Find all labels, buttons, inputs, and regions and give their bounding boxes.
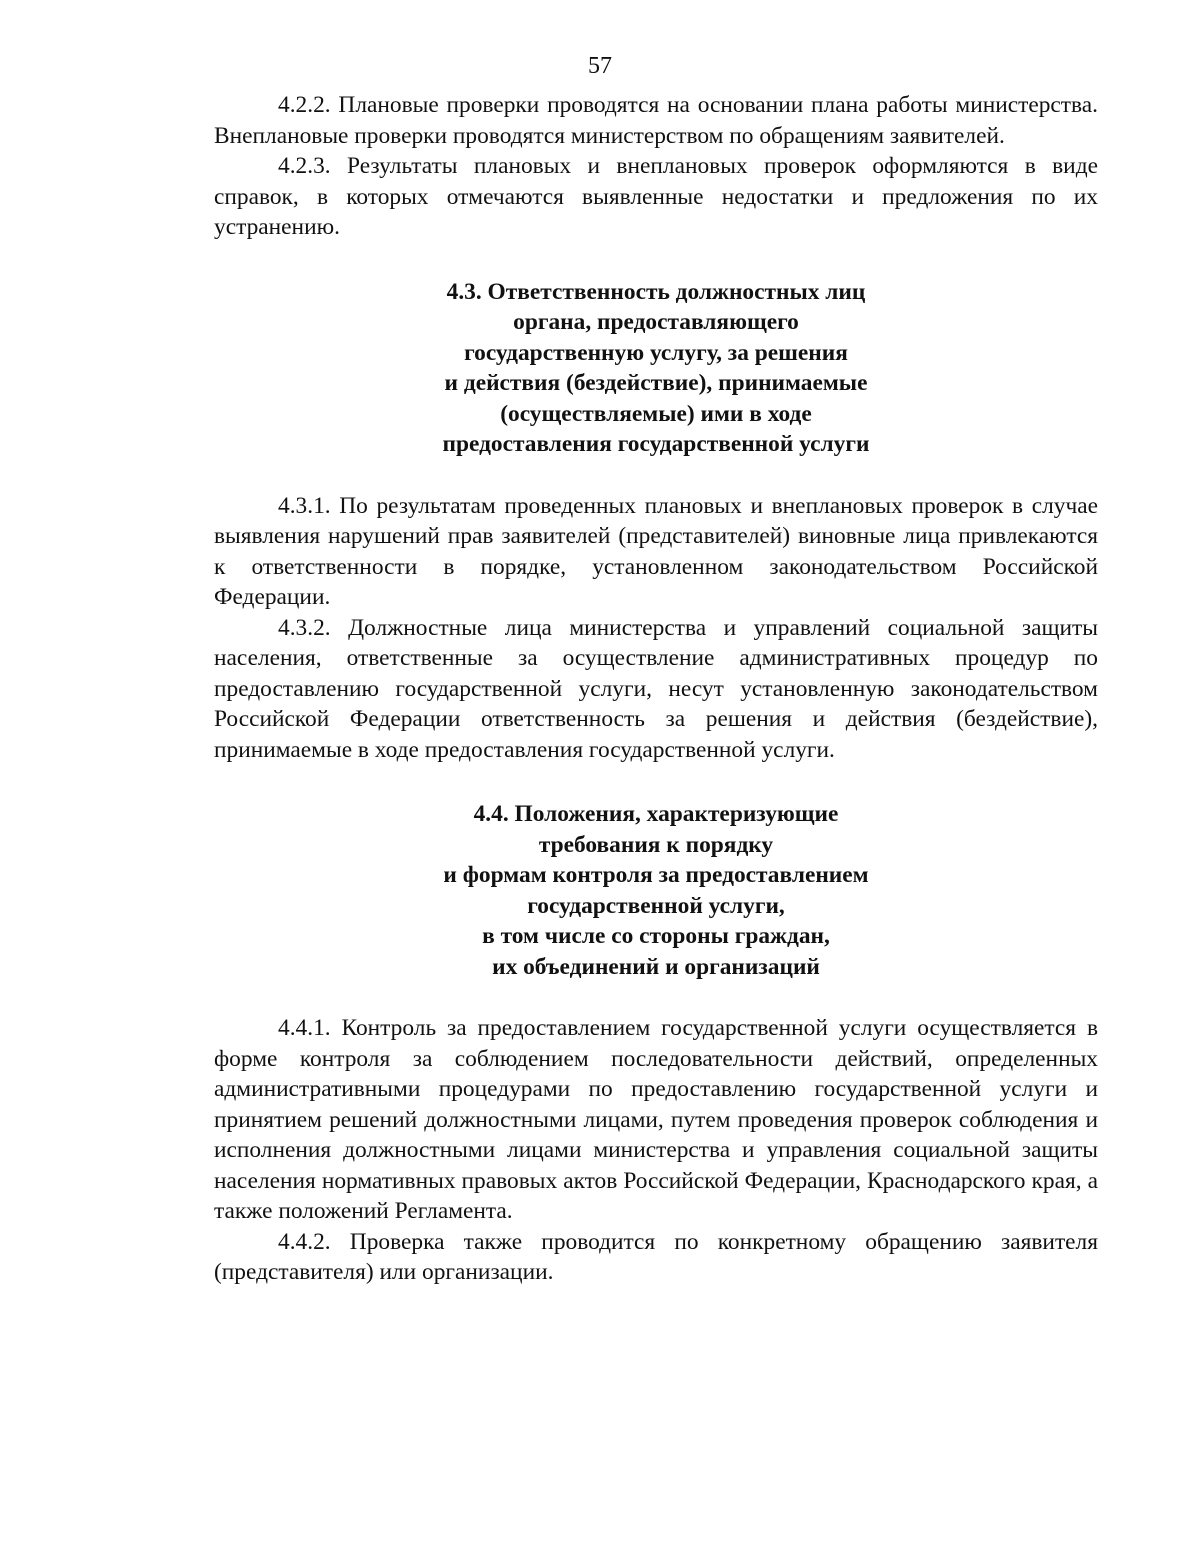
paragraph-4-4-2: 4.4.2. Проверка также проводится по конкретному обращению заявителя (представителя) или организации.: [214, 1228, 1098, 1285]
document-body: [214, 90, 1098, 1288]
heading-line: 4.4. Положения, характеризующие: [473, 801, 839, 827]
paragraph-4-2-3: 4.2.3. Результаты плановых и внеплановых проверок оформляются в виде справок, в которых отмечаются выявленные недостатки и предложения по их устранению.: [214, 153, 1098, 240]
paragraph-4-2-2: 4.2.2. Плановые проверки проводятся на основании плана работы министерства. Внеплановые проверки проводятся министерством по обращениям заявителей.: [214, 92, 1098, 149]
section-heading-4-3: [214, 277, 1098, 460]
heading-line: в том числе со стороны граждан,: [482, 923, 830, 949]
heading-line: 4.3. Ответственность должностных лиц: [446, 278, 866, 305]
heading-line: и действия (бездействие), принимаемые: [444, 370, 868, 396]
heading-line: и формам контроля за предоставлением: [443, 862, 869, 888]
heading-line: (осуществляемые) ими в ходе: [500, 400, 812, 427]
paragraph-4-3-1: 4.3.1. По результатам проведенных плановых и внеплановых проверок в случае выявления нарушений прав заявителей (представителей) виновные лица привлекаются к ответственности в порядке, установленном законодательством Российской Федерации.: [214, 492, 1098, 610]
section-heading-4-4: [214, 799, 1098, 982]
heading-line: органа, предоставляющего: [513, 309, 799, 335]
page-number: 57: [588, 53, 612, 79]
heading-line: предоставления государственной услуги: [442, 431, 870, 457]
heading-line: государственной услуги,: [527, 892, 785, 919]
paragraph-4-4-1: 4.4.1. Контроль за предоставлением государственной услуги осуществляется в форме контроля за соблюдением последовательности действий, определенных административными процедурами по предоставлению государственной услуги и принятием решений должностными лицами, путем проведения проверок соблюдения и исполнения должностными лицами министерства и управления социальной защиты населения нормативных правовых актов Российской Федерации, Краснодарского края, а также положений Регламента.: [214, 1015, 1098, 1224]
paragraph-4-3-2: 4.3.2. Должностные лица министерства и управлений социальной защиты населения, ответственные за осуществление административных процедур по предоставлению государственной услуги, несут установленную законодательством Российской Федерации ответственность за решения и действия (бездействие), принимаемые в ходе предоставления государственной услуги.: [214, 614, 1098, 763]
heading-line: их объединений и организаций: [492, 953, 820, 980]
heading-line: государственную услугу, за решения: [464, 339, 848, 366]
heading-line: требования к порядку: [538, 831, 774, 858]
